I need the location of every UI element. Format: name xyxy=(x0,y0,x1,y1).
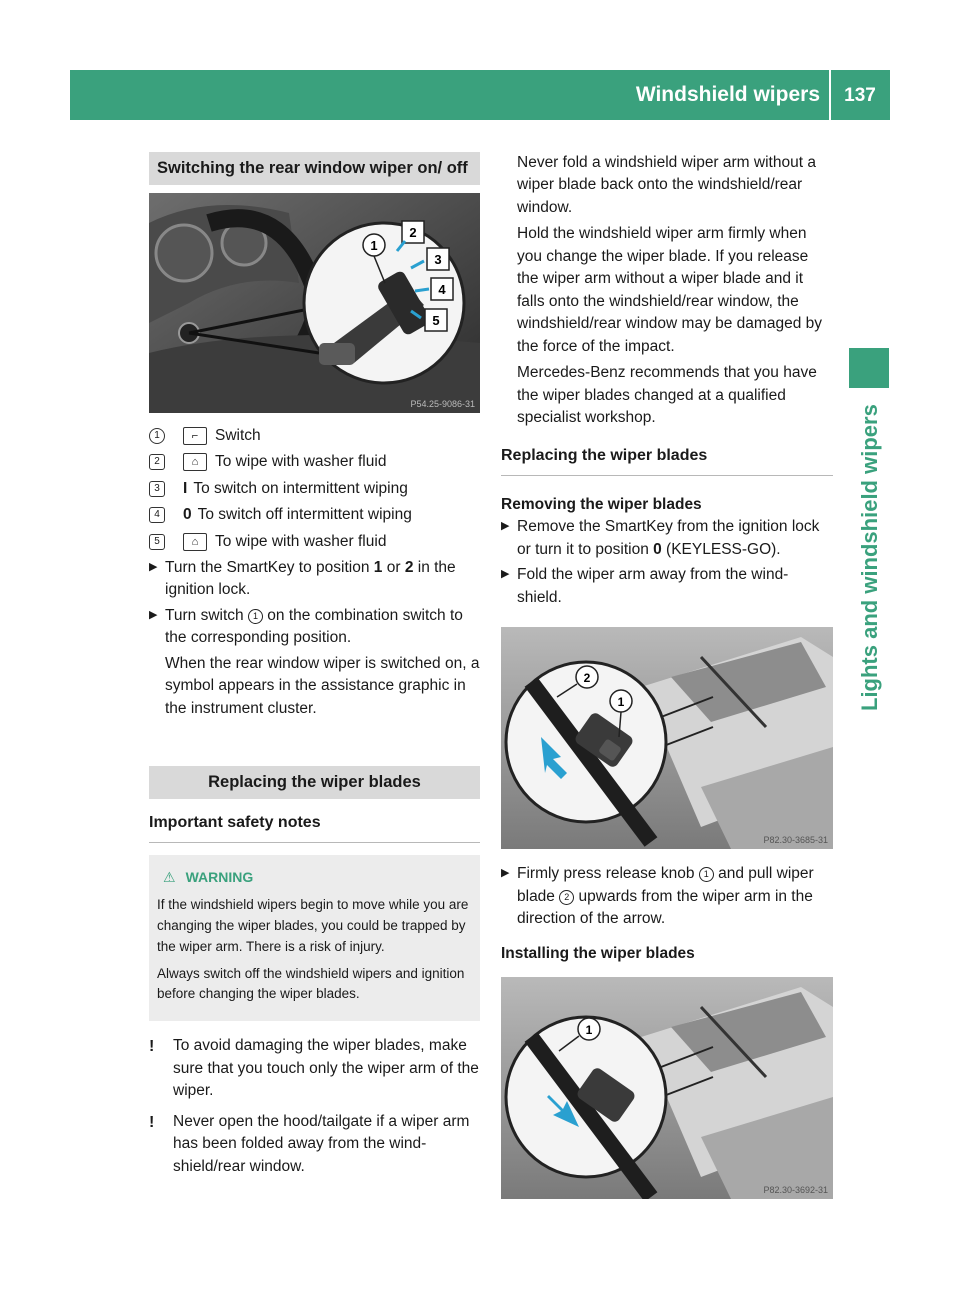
legend-number: 2 xyxy=(149,454,165,470)
notice xyxy=(149,1111,480,1178)
warning-text: Always switch off the windshield wipers and ignition before changing the wiper blades. xyxy=(157,965,465,1002)
callout-1: 1 xyxy=(617,695,625,710)
callout-1: 1 xyxy=(370,237,378,253)
legend-text: To wipe with washer fluid xyxy=(215,532,387,550)
instruction-step xyxy=(149,605,480,650)
step-arrow-icon: ▶ xyxy=(501,520,510,533)
legend-position: 0 xyxy=(183,506,192,524)
rear-wiper-icon: ⌐ xyxy=(183,427,207,445)
callout-5: 5 xyxy=(432,312,440,328)
legend-number: 3 xyxy=(149,481,165,497)
figure-code: P54.25-9086-31 xyxy=(410,398,475,409)
instruction-step xyxy=(501,564,833,609)
instruction-step xyxy=(149,557,480,602)
step-arrow-icon: ▶ xyxy=(501,568,510,581)
step-note: When the rear window wiper is switched on, a symbol appears in the assistance graphic in the instrument cluster. xyxy=(165,654,480,717)
washer-icon: ⌂ xyxy=(183,533,207,551)
legend-text: To switch off intermittent wiping xyxy=(197,506,412,524)
legend-text: To wipe with washer fluid xyxy=(215,453,387,471)
legend-item xyxy=(149,451,480,473)
page-number: 137 xyxy=(844,85,876,106)
legend-number: 5 xyxy=(149,534,165,550)
step-text: Firmly press release knob 1 and pull wiper blade 2 upwards from the wiper arm in the direction of the arrow. xyxy=(517,865,814,928)
figure-remove-blade xyxy=(501,627,833,849)
figure-combination-switch xyxy=(149,193,480,413)
step-text: Fold the wiper arm away from the wind- shield. xyxy=(517,566,789,606)
section-title-replacing: Replacing the wiper blades xyxy=(149,766,480,799)
legend-item xyxy=(149,478,480,500)
side-tab-label: Lights and windshield wipers xyxy=(857,404,882,711)
installing-heading: Installing the wiper blades xyxy=(501,944,695,962)
legend-text: To switch on intermittent wiping xyxy=(193,479,408,497)
callout-3: 3 xyxy=(434,251,442,267)
figure-install-blade xyxy=(501,977,833,1199)
removing-heading: Removing the wiper blades xyxy=(501,495,702,513)
legend-position: I xyxy=(183,479,188,497)
callout-1: 1 xyxy=(585,1023,593,1038)
notice-text: To avoid damaging the wiper blades, make sure that you touch only the wiper arm of the wiper. xyxy=(173,1037,479,1100)
warning-triangle-icon: ⚠ xyxy=(163,869,176,886)
notice-text: Never open the hood/tailgate if a wiper arm has been folded away from the wind- shield/rear window. xyxy=(173,1112,470,1175)
legend-number: 4 xyxy=(149,507,165,523)
warning-title: ⚠ WARNING xyxy=(163,869,254,886)
callout-2: 2 xyxy=(409,224,417,240)
step-arrow-icon: ▶ xyxy=(149,560,158,573)
legend-item xyxy=(149,504,480,526)
paragraph: Mercedes-Benz recommends that you have the wiper blades changed at a qualified specialist workshop. xyxy=(517,364,817,427)
legend-number: 1 xyxy=(149,428,165,444)
section-title-replacing-right: Replacing the wiper blades xyxy=(501,444,833,476)
warning-box xyxy=(149,855,480,1021)
combination-switch-illustration xyxy=(149,193,480,413)
exclamation-icon: ! xyxy=(149,1038,155,1056)
legend-item xyxy=(149,531,480,553)
side-tab-marker xyxy=(849,348,889,388)
callout-4: 4 xyxy=(438,281,446,297)
notice xyxy=(149,1035,480,1102)
step-text: Turn switch 1 on the combination switch to the corresponding position. xyxy=(165,606,463,647)
left-column xyxy=(149,152,480,1186)
install-blade-illustration xyxy=(501,977,833,1199)
section-title-rear-wiper: Switching the rear window wiper on/ off xyxy=(149,152,480,185)
safety-heading: Important safety notes xyxy=(149,811,480,843)
legend-item xyxy=(149,425,480,447)
step-text: Remove the SmartKey from the ignition lock or turn it to position 0 (KEYLESS-GO). xyxy=(517,518,820,558)
step-arrow-icon: ▶ xyxy=(501,867,510,880)
figure-code: P82.30-3692-31 xyxy=(763,1185,828,1196)
legend xyxy=(149,425,480,553)
legend-text: Switch xyxy=(215,426,261,444)
step-arrow-icon: ▶ xyxy=(149,608,158,621)
right-column xyxy=(501,152,833,1199)
instruction-step xyxy=(501,516,833,561)
figure-code: P82.30-3685-31 xyxy=(763,835,828,846)
paragraph: Never fold a windshield wiper arm without a wiper blade back onto the windshield/rear window. xyxy=(517,154,816,216)
remove-blade-illustration xyxy=(501,627,833,849)
page-title: Windshield wipers xyxy=(635,83,820,106)
paragraph: Hold the windshield wiper arm firmly when you change the wiper blade. If you release the wiper arm without a wiper blade and it falls onto the windshield/rear window, the windshield/rear window may be damaged by the force of the impact. xyxy=(517,225,822,355)
callout-2: 2 xyxy=(583,671,591,686)
header-divider xyxy=(829,70,831,120)
warning-text: If the windshield wipers begin to move while you are changing the wiper blades, you could be trapped by the wiper arm. There is a risk of injury. xyxy=(157,896,469,954)
step-text: Turn the SmartKey to position 1 or 2 in the ignition lock. xyxy=(165,558,456,599)
instruction-step xyxy=(501,863,833,930)
exclamation-icon: ! xyxy=(149,1113,155,1131)
washer-icon: ⌂ xyxy=(183,453,207,471)
